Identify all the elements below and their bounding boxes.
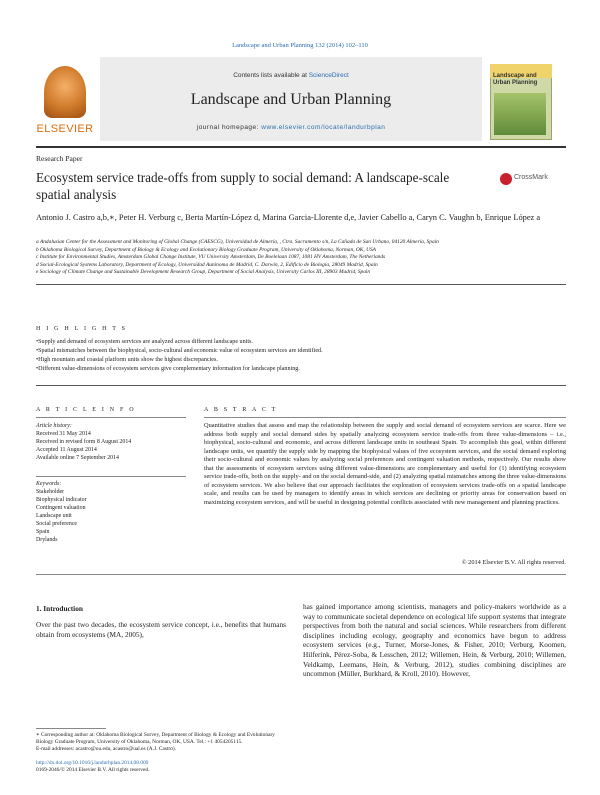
abstract-text: Quantitative studies that assess and map the relationship between the supply and social demand of ecosystem services are scarce. Here we address both supply and social demand sides by spatially analyzing ecosystem service trade-offs from three value-dimensions – i.e., biophysical, socio-cultural and economic, and across different landscape units in southeast Spain. To accomplish this goal, within different landscape units, we quantify the supply side by mapping the biophysical values of five ecosystem services, and the social demand exploring their socio-cultural and economic values by analyzing social preferences and contingent valuation methods, respectively. Our results show that the assessments of ecosystem services using different value-dimensions are complementary and useful for (1) identifying ecosystem service trade-offs, both on the supply- and on the social demand-side, and (2) analyzing spatial mismatches among the three value-dimensions of ecosystem services. We also believe that our approach facilitates the exploration of ecosystem services trade-offs on a spatial landscape scale, and results can be used by managers to identify areas in which services are declining or priority areas for conservation based on maximizing ecosystem services, and will be useful in designing potential conflicts associated with new management and planning practices. — [204, 422, 566, 506]
keywords — [36, 480, 196, 544]
footnote-rule — [36, 728, 106, 729]
homepage-line — [100, 124, 482, 131]
homepage-link[interactable]: www.elsevier.com/locate/landurbplan — [261, 124, 386, 131]
intro-paragraph-right: has gained importance among scientists, managers and policy-makers worldwide as a way to communicate societal dependence on ecological life support systems that integrate perspectives from both the natural and social sciences. While researchers from different disciplines including ecology, geography and economics have begun to address ecosystem services (e.g., Turner, Morse-Jones, & Fisher, 2010; Verburg, Koomen, Hilferink, Pérez-Soba, & Lesschen, 2012; Willemen, Hein, & Verburg, 2010; Willemen, Veldkamp, Leemans, Hein, & Verburg, 2012), studies combining disciplines are uncommon (Müller, Burkhard, & Kroll, 2010). However, — [303, 602, 566, 679]
keyword-item: Stakeholder — [36, 489, 65, 495]
keyword-item: Spain — [36, 529, 50, 535]
corresponding-author-note: ∗ Corresponding author at: Oklahoma Biological Survey, Department of Biology & Ecology and Evolutionary Biology Graduate Program, University of Oklahoma, Norman, OK, USA. Tel.: +1 4054205115. — [36, 732, 275, 746]
abstract-bottom-rule — [36, 574, 566, 575]
highlight-item: • Spatial mismatches between the biophysical, socio-cultural and economic value of ecosystem services are identified. — [36, 347, 566, 356]
doi-block — [36, 760, 286, 774]
highlight-item: • Different value-dimensions of ecosystem services give complementary information for landscape planning. — [36, 365, 566, 374]
publisher-wordmark: ELSEVIER — [36, 123, 94, 135]
keywords-label: Keywords: — [36, 481, 62, 487]
doi-link[interactable]: http://dx.doi.org/10.1016/j.landurbplan.2014.08.009 — [36, 760, 149, 766]
keyword-item: Contingent valuation — [36, 505, 86, 511]
header-rule — [36, 146, 566, 148]
contents-line — [100, 72, 482, 79]
affiliations-rule — [36, 284, 566, 285]
journal-citation[interactable]: Landscape and Urban Planning 132 (2014) 102–110 — [232, 42, 368, 49]
contents-prefix: Contents lists available at — [233, 72, 309, 79]
history-item: Available online 7 September 2014 — [36, 455, 119, 461]
elsevier-logo-icon — [44, 66, 86, 118]
issn-line: 0169-2046/© 2014 Elsevier B.V. All rights reserved. — [36, 767, 150, 774]
crossmark-icon[interactable] — [500, 173, 512, 185]
history-item: Received in revised form 8 August 2014 — [36, 439, 132, 445]
highlight-item: • Supply and demand of ecosystem services are analyzed across different landscape units. — [36, 338, 566, 347]
copyright-notice: © 2014 Elsevier B.V. All rights reserved. — [461, 559, 566, 566]
history-item: Received 31 May 2014 — [36, 431, 91, 437]
author-list: Antonio J. Castro a,b,∗, Peter H. Verburg c, Berta Martín-López d, Marina Garcia-Llorente d,e, Javier Cabello a, Caryn C. Vaughn b, Enrique López a — [36, 213, 541, 222]
section-heading-introduction: 1. Introduction — [36, 604, 83, 613]
journal-cover-image — [494, 93, 546, 135]
keyword-item: Drylands — [36, 537, 58, 543]
affiliation-item: d Social-Ecological Systems Laboratory, Department of Ecology, Universidad Autónoma de Madrid, C. Darwin, 2, Edificio de Biología, 28049 Madrid, Spain — [36, 261, 378, 268]
highlights-rule — [36, 385, 566, 386]
article-history — [36, 422, 196, 462]
affiliation-item: a Andalusian Center for the Assessment and Monitoring of Global Change (CAESCG), Universidad de Almería, , Ctra. Sacramento s/n, La Cañada de San Urbano, 04120 Almería, Spain — [36, 239, 439, 245]
article-info-heading: A R T I C L E I N F O — [36, 407, 136, 413]
intro-paragraph-left: Over the past two decades, the ecosystem service concept, i.e., benefits that humans obtain from ecosystems (MA, 2005), — [36, 620, 286, 639]
journal-title: Landscape and Urban Planning — [190, 91, 392, 108]
article-info-rule — [36, 417, 186, 418]
keywords-rule — [36, 476, 186, 477]
keyword-item: Landscape unit — [36, 513, 72, 519]
highlight-item: • High mountain and coastal platform units show the highest discrepancies. — [36, 356, 566, 365]
email-addresses[interactable]: E-mail addresses: acastro@ou.edu, acastro@ual.es (A.J. Castro). — [36, 746, 177, 753]
journal-cover-title: Landscape and Urban Planning — [493, 73, 538, 86]
abstract-heading: A B S T R A C T — [204, 407, 278, 413]
history-item: Accepted 11 August 2014 — [36, 447, 97, 453]
affiliations — [36, 239, 566, 277]
abstract-rule — [204, 417, 566, 418]
article-title: Ecosystem service trade-offs from supply to social demand: A landscape-scale spatial analysis — [36, 170, 450, 202]
article-type: Research Paper — [36, 154, 83, 163]
affiliation-item: c Institute for Environmental Studies, Amsterdam Global Change Institute, VU University Amsterdam, De Boelelaan 1087, 1081 HV Amsterdam, The Netherlands — [36, 254, 386, 261]
highlights-heading: H I G H L I G H T S — [36, 326, 128, 332]
crossmark-label[interactable]: CrossMark — [514, 174, 548, 181]
history-label: Article history: — [36, 423, 72, 429]
keyword-item: Social preference — [36, 521, 78, 527]
sciencedirect-link[interactable]: ScienceDirect — [308, 72, 349, 79]
affiliation-item: e Sociology of Climate Change and Sustainable Development Research Group, Department of Social Analysis, University Carlos III, 28903 Madrid, Spain — [36, 269, 371, 276]
homepage-prefix: journal homepage: — [196, 124, 262, 131]
highlights-list — [36, 338, 566, 374]
keyword-item: Biophysical indicator — [36, 497, 87, 503]
footnotes — [36, 732, 286, 754]
affiliation-item: b Oklahoma Biological Survey, Department of Biology & Ecology and Evolutionary Biology Graduate Program, University of Oklahoma, Norman, OK, USA — [36, 246, 376, 253]
